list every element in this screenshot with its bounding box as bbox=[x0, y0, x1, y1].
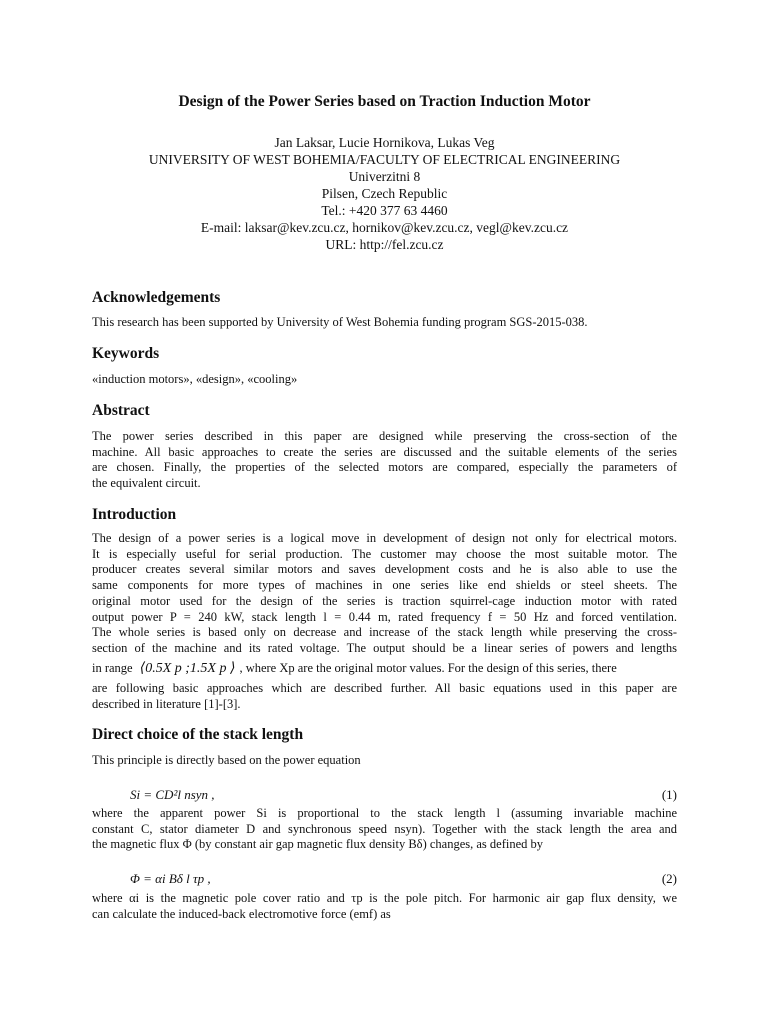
equation-1: Si = CD²l nsyn , bbox=[130, 787, 215, 802]
intro-line: same components for more types of machines in one series like end shields or steel sheets. The bbox=[92, 578, 677, 593]
eq1-explanation-line: constant C, stator diameter D and synchronous speed nsyn). Together with the stack length the area and bbox=[92, 821, 677, 836]
paper-title: Design of the Power Series based on Traction Induction Motor bbox=[178, 93, 591, 110]
direct-choice-text: This principle is directly based on the power equation bbox=[92, 753, 361, 767]
equation-1-number: (1) bbox=[661, 787, 677, 802]
intro-line: described in literature [1]-[3]. bbox=[92, 696, 241, 711]
keywords-heading: Keywords bbox=[92, 345, 160, 362]
intro-range-line bbox=[92, 657, 677, 680]
eq1-explanation-line: the magnetic flux Φ (by constant air gap magnetic flux density Bδ) changes, as defined by bbox=[92, 837, 544, 852]
intro-line: The design of a power series is a logical move in development of design not only for electrical motors. bbox=[92, 531, 677, 545]
acknowledgements-text: This research has been supported by University of West Bohemia funding program SGS-2015-038. bbox=[92, 315, 588, 329]
intro-line: original motor used for the design of the series is traction squirrel-cage induction motor with rated bbox=[92, 593, 677, 608]
intro-range-suffix: , where Xp are the original motor values. For the design of this series, there bbox=[239, 661, 617, 675]
email: E-mail: laksar@kev.zcu.cz, hornikov@kev.zcu.cz, vegl@kev.zcu.cz bbox=[200, 220, 569, 235]
abstract-paragraph bbox=[92, 429, 677, 492]
abstract-line: are chosen. Finally, the properties of the selected motors are compared, especially the parameters of bbox=[92, 460, 677, 475]
keywords-text: «induction motors», «design», «cooling» bbox=[92, 372, 298, 386]
range-formula: ⟨0.5X p ;1.5X p ⟩ bbox=[139, 661, 236, 676]
acknowledgements-heading: Acknowledgements bbox=[92, 289, 221, 306]
address-city: Pilsen, Czech Republic bbox=[321, 186, 448, 201]
intro-range-prefix: in range bbox=[92, 661, 133, 675]
intro-line: section of the machine and its rated voltage. The output should be a linear series of powers and lengths bbox=[92, 640, 677, 655]
eq2-explanation-line: can calculate the induced-back electromotive force (emf) as bbox=[92, 906, 391, 921]
equation-2-number: (2) bbox=[661, 871, 677, 886]
abstract-line: The power series described in this paper are designed while preserving the cross-section of the bbox=[92, 429, 677, 443]
address-street: Univerzitni 8 bbox=[348, 169, 421, 184]
intro-line: The whole series is based only on decrease and increase of the stack length while preserving the cross- bbox=[92, 625, 677, 640]
introduction-paragraph bbox=[92, 531, 677, 657]
url: URL: http://fel.zcu.cz bbox=[325, 237, 444, 252]
abstract-line: the equivalent circuit. bbox=[92, 476, 201, 491]
intro-line: producer creates several similar motors and saves development costs and he is also able to use the bbox=[92, 562, 677, 577]
equation-2: Φ = αi Bδ l τp , bbox=[130, 871, 211, 886]
intro-line: It is especially useful for serial production. The customer may choose the most suitable motor. The bbox=[92, 546, 677, 561]
eq1-explanation-line: where the apparent power Si is proportional to the stack length l (assuming invariable machine bbox=[92, 806, 677, 820]
equation-1-explanation bbox=[92, 806, 677, 853]
authors: Jan Laksar, Lucie Hornikova, Lukas Veg bbox=[274, 135, 495, 150]
introduction-heading: Introduction bbox=[92, 506, 177, 523]
intro-line: output power P = 240 kW, stack length l = 0.44 m, rated frequency f = 50 Hz and forced ventilation. bbox=[92, 609, 677, 624]
abstract-heading: Abstract bbox=[92, 402, 150, 419]
intro-line: are following basic approaches which are described further. All basic equations used in this paper are bbox=[92, 681, 677, 695]
direct-choice-heading: Direct choice of the stack length bbox=[92, 726, 304, 743]
introduction-tail bbox=[92, 681, 677, 712]
equation-2-explanation bbox=[92, 891, 677, 922]
telephone: Tel.: +420 377 63 4460 bbox=[321, 203, 448, 218]
abstract-line: machine. All basic approaches to create the series are discussed and the suitable elements of the series bbox=[92, 444, 677, 459]
affiliation: UNIVERSITY OF WEST BOHEMIA/FACULTY OF ELECTRICAL ENGINEERING bbox=[148, 152, 621, 167]
eq2-explanation-line: where αi is the magnetic pole cover ratio and τp is the pole pitch. For harmonic air gap flux density, we bbox=[92, 891, 677, 905]
